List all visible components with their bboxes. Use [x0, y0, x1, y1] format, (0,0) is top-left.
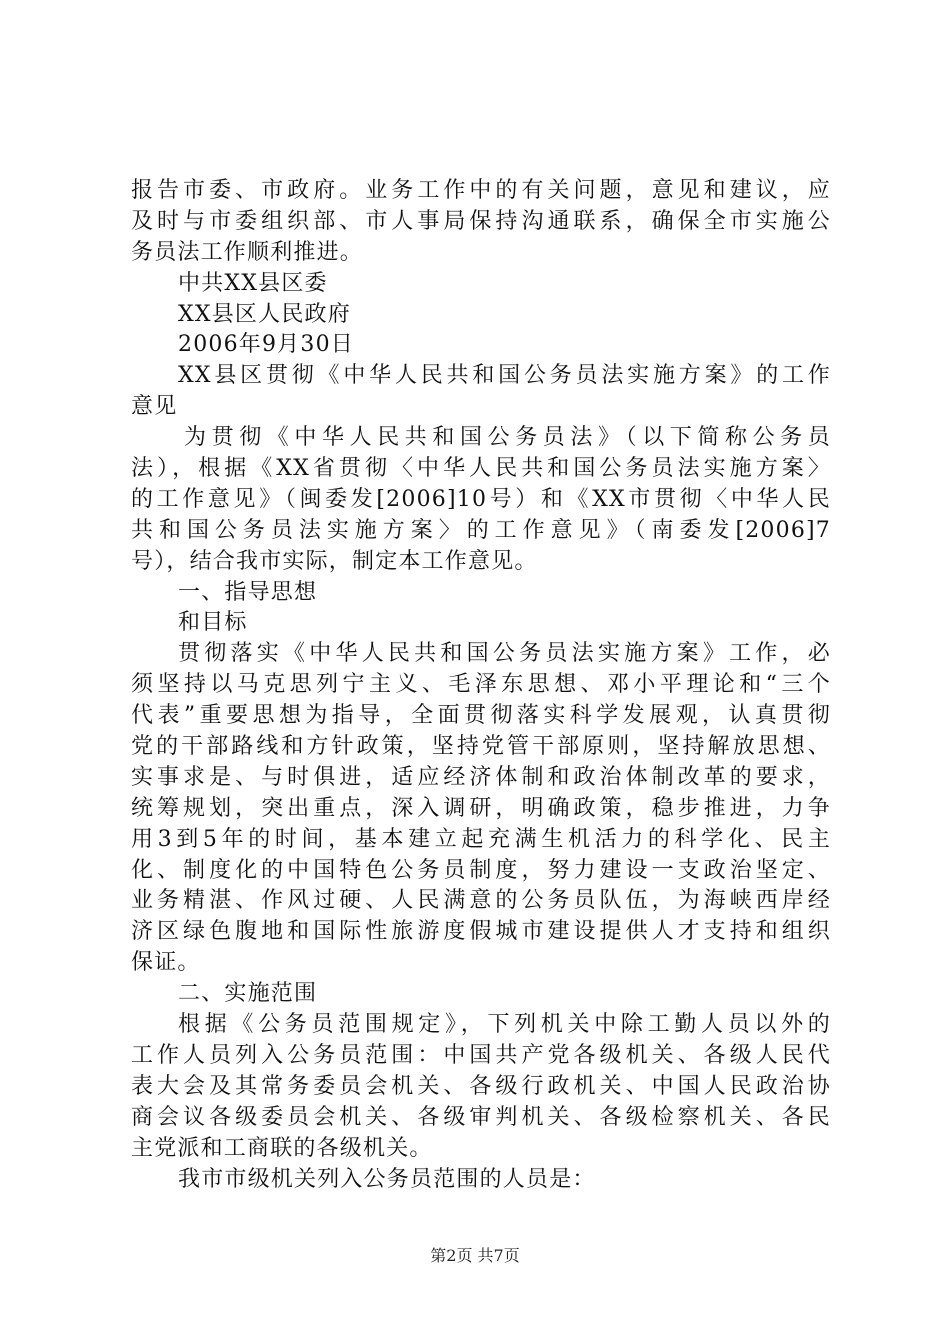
heading-guiding-thought-continued: 和目标: [178, 610, 248, 636]
text-line: 及时与市委组织部、市人事局保持沟通联系，确保全市实施公: [131, 208, 831, 234]
text-line: 号），结合我市实际，制定本工作意见。: [131, 548, 538, 574]
text-line: 代表”重要思想为指导，全面贯彻落实科学发展观，认真贯彻: [131, 703, 831, 729]
text-line: 实事求是、与时俱进，适应经济体制和政治体制改革的要求，: [131, 764, 831, 790]
text-line: 党的干部路线和方针政策，坚持党管干部原则，坚持解放思想、: [131, 734, 831, 760]
signature-government: XX县区人民政府: [178, 301, 351, 327]
page-number-footer: 第2页 共7页: [430, 1246, 520, 1265]
text-line: 我市市级机关列入公务员范围的人员是：: [178, 1166, 596, 1192]
text-line: 报告市委、市政府。业务工作中的有关问题，意见和建议，应: [131, 178, 831, 203]
text-line: 商会议各级委员会机关、各级审判机关、各级检察机关、各民: [131, 1104, 831, 1130]
section-title: XX县区贯彻《中华人民共和国公务员法实施方案》的工作: [178, 363, 831, 389]
text-line: 用3到5年的时间，基本建立起充满生机活力的科学化、民主: [131, 826, 831, 852]
text-line: 须坚持以马克思列宁主义、毛泽东思想、邓小平理论和“三个: [131, 672, 831, 698]
document-body: [131, 176, 831, 1195]
text-line: 根据《公务员范围规定》，下列机关中除工勤人员以外的: [178, 1012, 831, 1038]
text-line: 共和国公务员法实施方案〉的工作意见》（南委发[2006]7: [131, 517, 831, 543]
text-line: 贯彻落实《中华人民共和国公务员法实施方案》工作，必: [178, 641, 831, 667]
text-line: 表大会及其常务委员会机关、各级行政机关、中国人民政治协: [131, 1073, 831, 1099]
text-line: 为贯彻《中华人民共和国公务员法》（以下简称公务员: [184, 425, 831, 451]
heading-scope: 二、实施范围: [178, 981, 318, 1007]
signature-party-committee: 中共XX县区委: [178, 270, 328, 296]
text-line: 主党派和工商联的各级机关。: [131, 1135, 433, 1161]
text-line: 的工作意见》（闽委发[2006]10号）和《XX市贯彻〈中华人民: [131, 486, 831, 512]
text-line: 化、制度化的中国特色公务员制度，努力建设一支政治坚定、: [131, 857, 831, 883]
section-title-continued: 意见: [131, 394, 178, 420]
signature-date: 2006年9月30日: [178, 332, 354, 358]
text-line: 业务精湛、作风过硬、人民满意的公务员队伍，为海峡西岸经: [131, 888, 831, 914]
text-line: 统筹规划，突出重点，深入调研，明确政策，稳步推进，力争: [131, 795, 831, 821]
text-line: 法），根据《XX省贯彻〈中华人民共和国公务员法实施方案〉: [131, 456, 831, 482]
heading-guiding-thought: 一、指导思想: [178, 579, 318, 605]
text-line: 济区绿色腹地和国际性旅游度假城市建设提供人才支持和组织: [131, 919, 831, 945]
text-line: 务员法工作顺利推进。: [131, 239, 364, 265]
text-line: 保证。: [131, 950, 201, 976]
text-line: 工作人员列入公务员范围：中国共产党各级机关、各级人民代: [131, 1042, 831, 1068]
